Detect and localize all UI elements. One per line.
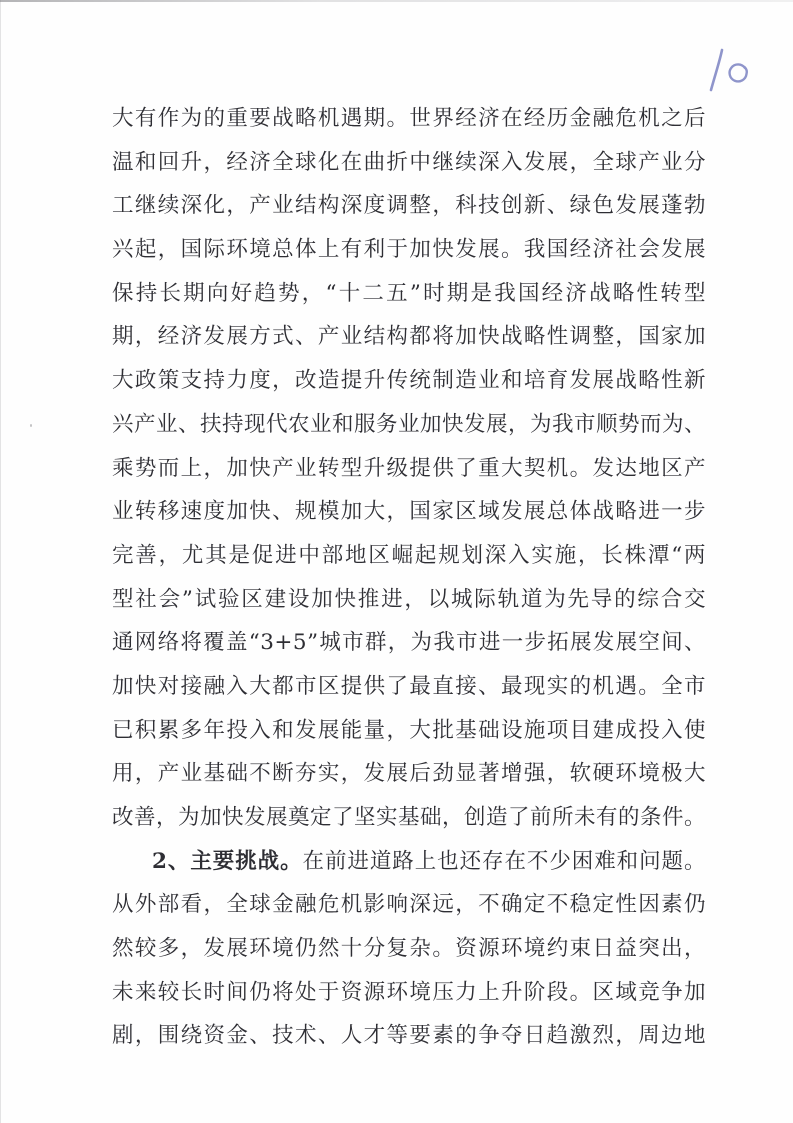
scan-speck [30,424,32,427]
text-line: 从外部看，全球金融危机影响深远，不确定不稳定性因素仍 [112,892,706,918]
text-line: 兴起，国际环境总体上有利于加快发展。我国经济社会发展 [112,237,706,263]
text-line: 加快对接融入大都市区提供了最直接、最现实的机遇。全市 [112,673,706,699]
text-line: 兴产业、扶持现代农业和服务业加快发展，为我市顺势而为、 [112,411,707,437]
scan-edge-left [0,0,1,1123]
text-line: 保持长期向好趋势，“十二五”时期是我国经济战略性转型 [112,280,706,306]
scan-edge-top [0,0,793,2]
text-line: 通网络将覆盖“3+5”城市群，为我市进一步拓展发展空间、 [112,630,706,656]
page-text [112,97,706,1058]
text-line: 乘势而上，加快产业转型升级提供了重大契机。发达地区产 [112,455,706,481]
text-line: 型社会”试验区建设加快推进，以城际轨道为先导的综合交 [112,586,706,612]
text-line: 大有作为的重要战略机遇期。世界经济在经历金融危机之后 [112,106,706,131]
text-line: 业转移速度加快、规模加大，国家区域发展总体战略进一步 [112,499,706,525]
text-line: 大政策支持力度，改造提升传统制造业和培育发展战略性新 [112,368,706,394]
text-line: 期，经济发展方式、产业结构都将加快战略性调整，国家加 [112,324,706,350]
text-line: 用，产业基础不断夯实，发展后劲显著增强，软硬环境极大 [112,761,706,787]
heading-main-challenges: 2、主要挑战。 [152,848,303,874]
text-line: 改善，为加快发展奠定了坚实基础，创造了前所未有的条件。 [112,805,707,830]
text-line-heading-challenges: 2、主要挑战。在前进道路上也还存在不少困难和问题。 [152,848,706,874]
text-line: 剧，围绕资金、技术、人才等要素的争夺日趋激烈，周边地 [112,1023,706,1049]
text-line: 完善，尤其是促进中部地区崛起规划深入实施，长株潭“两 [112,542,706,568]
text-line: 未来较长时间仍将处于资源环境压力上升阶段。区域竞争加 [112,979,706,1005]
handwritten-page-mark-10 [698,44,760,102]
text-line: 已积累多年投入和发展能量，大批基础设施项目建成投入使 [112,717,706,743]
text-line: 然较多，发展环境仍然十分复杂。资源环境约束日益突出， [112,936,706,962]
text-line: 工继续深化，产业结构深度调整，科技创新、绿色发展蓬勃 [112,193,706,219]
text-line: 温和回升，经济全球化在曲折中继续深入发展，全球产业分 [112,149,706,175]
